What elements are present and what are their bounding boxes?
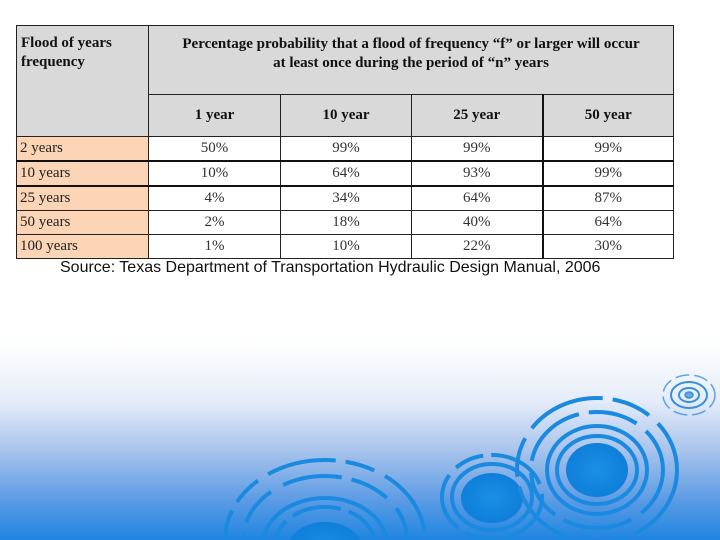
table-cell: 50% [149,137,281,162]
table-cell: 30% [543,235,674,259]
table-cell: 40% [412,211,543,235]
corner-header-line1: Flood of years [21,35,112,51]
table-cell: 93% [412,161,543,186]
row-label: 25 years [17,186,149,211]
source-caption: Source: Texas Department of Transportation Hydraulic Design Manual, 2006 [60,259,601,276]
table-cell: 99% [543,161,674,186]
row-label: 100 years [17,235,149,259]
table-cell: 10% [281,235,412,259]
probability-header-line1: Percentage probability that a flood of frequency “f” or larger will occur [182,36,640,52]
table-cell: 64% [543,211,674,235]
column-header-25-year: 25 year [412,95,543,137]
corner-header-line2: frequency [21,54,85,70]
table-cell: 87% [543,186,674,211]
column-header-50-year: 50 year [543,95,674,137]
probability-header-line2: at least once during the period of “n” years [273,55,549,71]
column-header-1-year: 1 year [149,95,281,137]
row-label: 10 years [17,161,149,186]
table-cell: 99% [543,137,674,162]
table-cell: 99% [412,137,543,162]
table-cell: 64% [281,161,412,186]
table-cell: 4% [149,186,281,211]
row-label: 50 years [17,211,149,235]
table-cell: 10% [149,161,281,186]
table-cell: 64% [412,186,543,211]
table-cell: 34% [281,186,412,211]
table-cell: 99% [281,137,412,162]
table-cell: 2% [149,211,281,235]
table-cell: 18% [281,211,412,235]
table-cell: 22% [412,235,543,259]
row-label: 2 years [17,137,149,162]
table-cell: 1% [149,235,281,259]
column-header-10-year: 10 year [281,95,412,137]
